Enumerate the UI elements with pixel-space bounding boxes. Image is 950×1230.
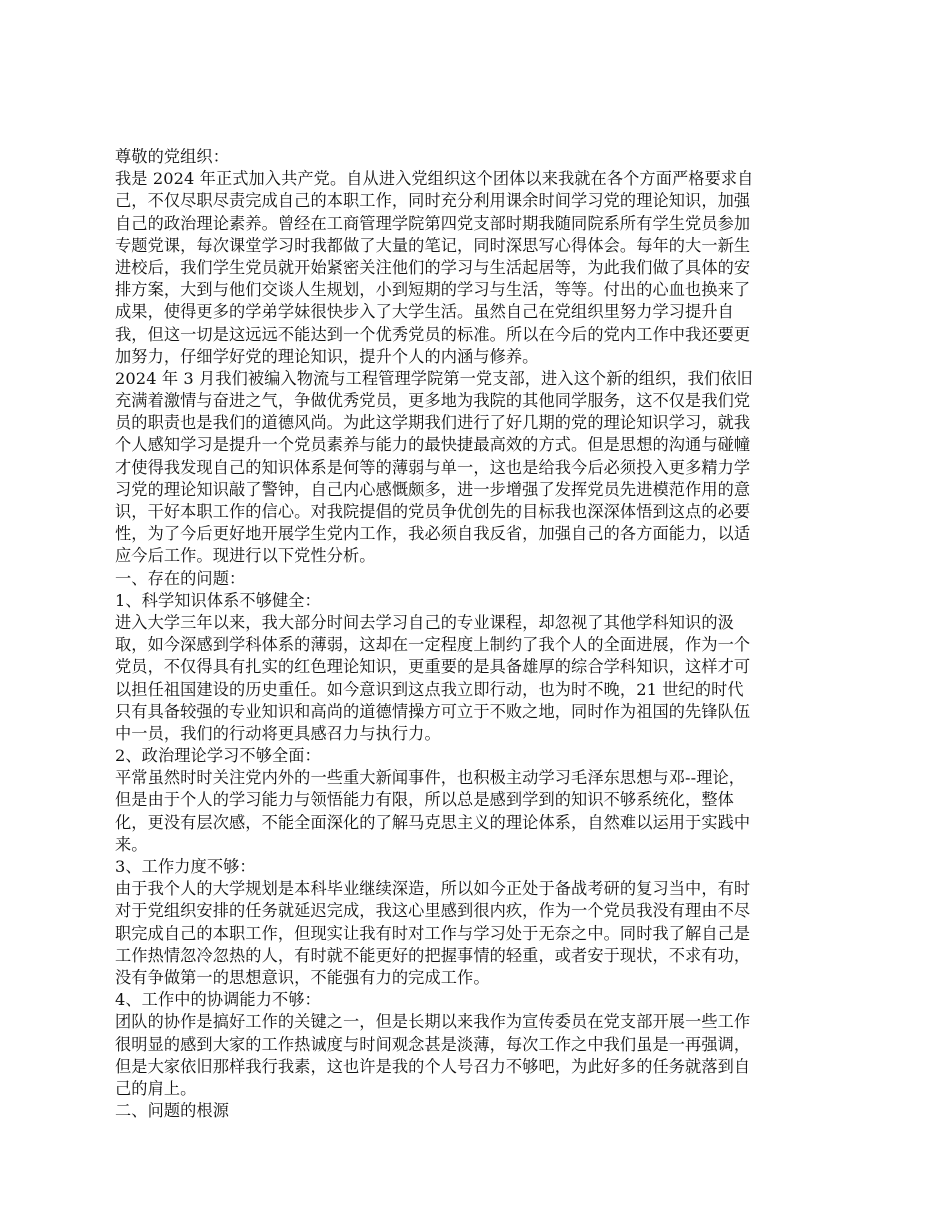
text-line: 取，如今深感到学科体系的薄弱，这却在一定程度上制约了我个人的全面进展，作为一个 bbox=[115, 635, 751, 655]
text-line: 性，为了今后更好地开展学生党内工作，我必须自我反省，加强自己的各方面能力，以适 bbox=[115, 524, 751, 544]
subsection-heading: 2、政治理论学习不够全面： bbox=[115, 746, 321, 766]
text-line: 我是 2024 年正式加入共产党。自从进入党组织这个团体以来我就在各个方面严格要求自 bbox=[115, 169, 754, 189]
text-line: 平常虽然时时关注党内外的一些重大新闻事件，也积极主动学习毛泽东思想与邓--理论， bbox=[115, 768, 746, 788]
text-line: 对于党组织安排的任务就延迟完成，我这心里感到很内疚，作为一个党员我没有理由不尽 bbox=[115, 901, 751, 921]
text-line: 由于我个人的大学规划是本科毕业继续深造，所以如今正处于备战考研的复习当中，有时 bbox=[115, 879, 751, 899]
section-heading: 二、问题的根源 bbox=[115, 1101, 230, 1121]
subsection-heading: 3、工作力度不够： bbox=[115, 857, 256, 876]
text-line: 己的肩上。 bbox=[115, 1078, 197, 1098]
salutation-line: 尊敬的党组织： bbox=[115, 147, 230, 166]
text-line: 排方案，大到与他们交谈人生规划，小到短期的学习与生活，等等。付出的心血也换来了 bbox=[115, 280, 751, 300]
text-line: 才使得我发现自己的知识体系是何等的薄弱与单一，这也是给我今后必须投入更多精力学 bbox=[115, 457, 751, 477]
text-line: 2024 年 3 月我们被编入物流与工程管理学院第一党支部，进入这个新的组织，我们依旧 bbox=[115, 368, 753, 388]
text-line: 进校后，我们学生党员就开始紧密关注他们的学习与生活起居等，为此我们做了具体的安 bbox=[115, 257, 751, 277]
text-line: 以担任祖国建设的历史重任。如今意识到这点我立即行动，也为时不晚，21 世纪的时代 bbox=[115, 679, 744, 699]
text-line: 加努力，仔细学好党的理论知识，提升个人的内涵与修养。 bbox=[115, 346, 539, 366]
text-line: 党员，不仅得具有扎实的红色理论知识，更重要的是具备雄厚的综合学科知识，这样才可 bbox=[115, 657, 751, 677]
text-line: 很明显的感到大家的工作热诚度与时间观念甚是淡薄，每次工作之中我们虽是一再强调， bbox=[115, 1034, 751, 1054]
text-line: 专题党课，每次课堂学习时我都做了大量的笔记，同时深思写心得体会。每年的大一新生 bbox=[115, 235, 751, 255]
document-body bbox=[115, 146, 831, 1122]
text-line: 应今后工作。现进行以下党性分析。 bbox=[115, 546, 376, 566]
text-line: 习党的理论知识敲了警钟，自己内心感慨颇多，进一步增强了发挥党员先进模范作用的意 bbox=[115, 479, 751, 499]
text-line: 没有争做第一的思想意识，不能强有力的完成工作。 bbox=[115, 967, 490, 987]
text-line: 但是大家依旧那样我行我素，这也许是我的个人号召力不够吧，为此好多的任务就落到自 bbox=[115, 1056, 751, 1076]
text-line: 充满着激情与奋进之气，争做优秀党员，更多地为我院的其他同学服务，这不仅是我们党 bbox=[115, 391, 751, 411]
text-line: 但是由于个人的学习能力与领悟能力有限，所以总是感到学到的知识不够系统化，整体 bbox=[115, 790, 734, 810]
text-line: 职完成自己的本职工作，但现实让我有时对工作与学习处于无奈之中。同时我了解自己是 bbox=[115, 923, 751, 943]
text-line: 化，更没有层次感，不能全面深化的了解马克思主义的理论体系，自然难以运用于实践中 bbox=[115, 812, 751, 832]
text-line: 我，但这一切是这远远不能达到一个优秀党员的标准。所以在今后的党内工作中我还要更 bbox=[115, 324, 751, 344]
text-line: 成果，使得更多的学弟学妹很快步入了大学生活。虽然自己在党组织里努力学习提升自 bbox=[115, 302, 734, 322]
text-line: 个人感知学习是提升一个党员素养与能力的最快捷最高效的方式。但是思想的沟通与碰幢 bbox=[115, 435, 751, 455]
text-line: 识，干好本职工作的信心。对我院提倡的党员争优创先的目标我也深深体悟到这点的必要 bbox=[115, 502, 751, 521]
subsection-heading: 1、科学知识体系不够健全： bbox=[115, 590, 321, 610]
section-heading: 一、存在的问题： bbox=[115, 568, 246, 588]
text-line: 工作热情忽冷忽热的人，有时就不能更好的把握事情的轻重，或者安于现状，不求有功， bbox=[115, 945, 751, 965]
text-line: 进入大学三年以来，我大部分时间去学习自己的专业课程，却忽视了其他学科知识的汲 bbox=[115, 612, 734, 632]
text-line: 员的职责也是我们的道德风尚。为此这学期我们进行了好几期的党的理论知识学习，就我 bbox=[115, 413, 751, 433]
text-line: 只有具备较强的专业知识和高尚的道德情操方可立于不败之地，同时作为祖国的先锋队伍 bbox=[115, 701, 751, 721]
text-line: 来。 bbox=[115, 834, 148, 854]
text-line: 己，不仅尽职尽责完成自己的本职工作，同时充分利用课余时间学习党的理论知识，加强 bbox=[115, 191, 751, 211]
text-line: 自己的政治理论素养。曾经在工商管理学院第四党支部时期我随同院系所有学生党员参加 bbox=[115, 213, 751, 233]
text-line: 团队的协作是搞好工作的关键之一，但是长期以来我作为宣传委员在党支部开展一些工作 bbox=[115, 1012, 751, 1032]
text-line: 中一员，我们的行动将更具感召力与执行力。 bbox=[115, 723, 441, 743]
subsection-heading: 4、工作中的协调能力不够： bbox=[115, 990, 321, 1010]
